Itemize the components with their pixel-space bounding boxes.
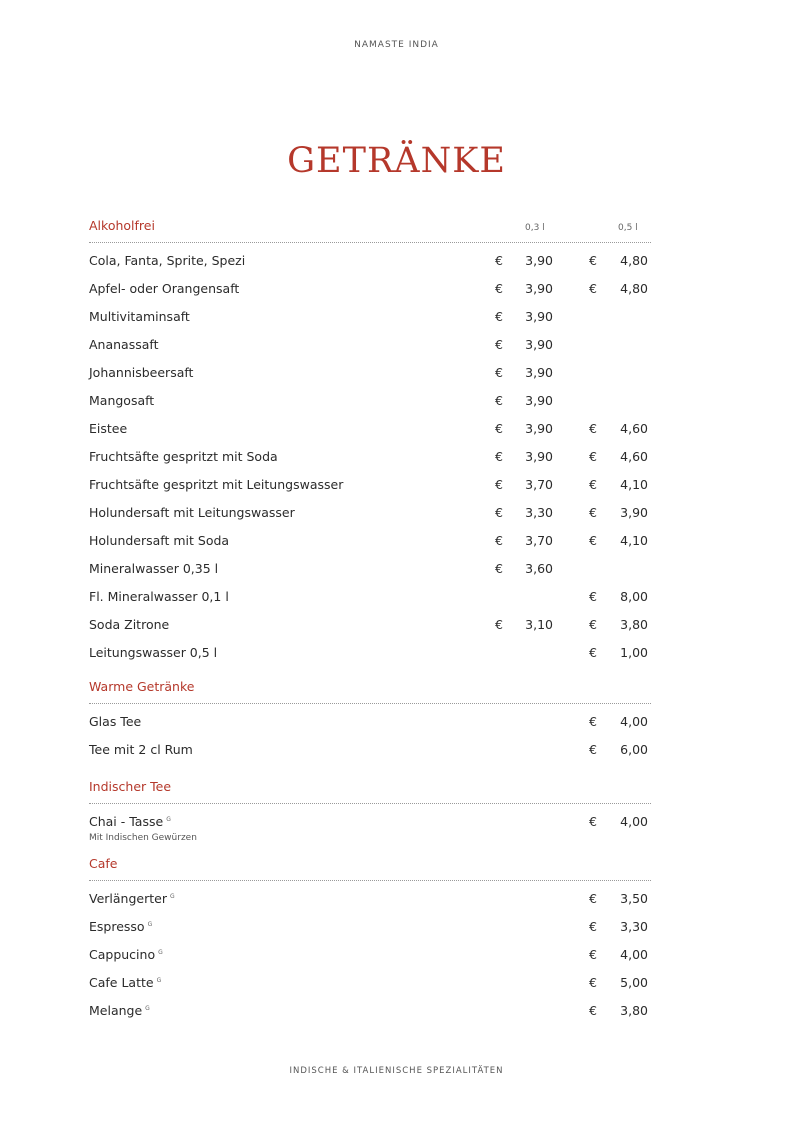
menu-item-row <box>89 584 651 612</box>
menu-item-row <box>89 886 651 914</box>
currency-symbol: € <box>495 337 503 352</box>
currency-symbol: € <box>589 714 597 729</box>
item-name <box>89 714 141 729</box>
menu-item-row <box>89 942 651 970</box>
item-name-text: Cola, Fanta, Sprite, Spezi <box>89 253 246 268</box>
price-large: 6,00 <box>620 742 648 757</box>
section-cafe <box>89 854 651 1026</box>
price-large: 4,00 <box>620 814 648 829</box>
item-name-text: Fruchtsäfte gespritzt mit Soda <box>89 449 278 464</box>
price-large: 4,80 <box>620 281 648 296</box>
price-large: 3,80 <box>620 617 648 632</box>
item-name <box>89 947 163 962</box>
menu-item-row <box>89 388 651 416</box>
item-name <box>89 919 152 934</box>
price-large: 4,10 <box>620 533 648 548</box>
currency-symbol: € <box>589 919 597 934</box>
item-name <box>89 975 161 990</box>
item-name-text: Melange <box>89 1003 143 1018</box>
currency-symbol: € <box>495 505 503 520</box>
section-header <box>89 216 651 243</box>
section-header <box>89 854 651 881</box>
allergen-marker: G <box>158 948 163 956</box>
item-name <box>89 533 229 548</box>
menu-item-row <box>89 914 651 942</box>
item-name <box>89 561 218 576</box>
section-header <box>89 777 651 804</box>
price-small: 3,90 <box>525 281 553 296</box>
item-name-text: Holundersaft mit Soda <box>89 533 230 548</box>
currency-symbol: € <box>589 947 597 962</box>
item-list <box>89 881 651 1026</box>
item-name-text: Cappucino <box>89 947 156 962</box>
menu-item-row <box>89 612 651 640</box>
price-large: 4,10 <box>620 477 648 492</box>
item-name <box>89 814 171 829</box>
currency-symbol: € <box>589 421 597 436</box>
item-name-text: Johannisbeersaft <box>89 365 194 380</box>
price-small: 3,60 <box>525 561 553 576</box>
restaurant-name: NAMASTE INDIA <box>354 40 439 50</box>
price-large: 3,90 <box>620 505 648 520</box>
allergen-marker: G <box>156 976 162 984</box>
section-title: Warme Getränke <box>89 679 195 694</box>
page-title: GETRÄNKE <box>287 141 506 181</box>
currency-symbol: € <box>589 1003 597 1018</box>
item-name-text: Cafe Latte <box>89 975 154 990</box>
allergen-marker: G <box>166 815 171 823</box>
item-name-text: Eistee <box>89 421 128 436</box>
price-large: 3,80 <box>620 1003 648 1018</box>
item-name-text: Soda Zitrone <box>89 617 170 632</box>
menu-item-row <box>89 360 651 388</box>
price-large: 3,50 <box>620 891 648 906</box>
price-large: 4,80 <box>620 253 648 268</box>
currency-symbol: € <box>589 975 597 990</box>
section-title: Indischer Tee <box>89 779 172 794</box>
currency-symbol: € <box>495 281 503 296</box>
menu-item-row <box>89 640 651 668</box>
section-warme-getraenke <box>89 677 651 765</box>
currency-symbol: € <box>495 365 503 380</box>
item-name-text: Leitungswasser 0,5 l <box>89 645 218 660</box>
item-name <box>89 645 217 660</box>
currency-symbol: € <box>495 449 503 464</box>
item-name <box>89 309 190 324</box>
item-name-text: Glas Tee <box>89 714 142 729</box>
item-name-text: Mineralwasser 0,35 l <box>89 561 219 576</box>
item-name <box>89 505 295 520</box>
item-name-text: Ananassaft <box>89 337 159 352</box>
allergen-marker: G <box>145 1004 150 1012</box>
item-name-text: Chai - Tasse <box>89 814 164 829</box>
item-name-text: Verlängerter <box>89 891 167 906</box>
currency-symbol: € <box>495 309 503 324</box>
section-alkoholfrei <box>89 216 651 668</box>
menu-item-row <box>89 737 651 765</box>
currency-symbol: € <box>495 421 503 436</box>
footer-tagline: INDISCHE & ITALIENISCHE SPEZIALITÄTEN <box>289 1066 504 1076</box>
item-name-text: Fl. Mineralwasser 0,1 l <box>89 589 229 604</box>
item-name-text: Tee mit 2 cl Rum <box>89 742 193 757</box>
currency-symbol: € <box>589 477 597 492</box>
item-name-text: Multivitaminsaft <box>89 309 190 324</box>
menu-item-row <box>89 248 651 276</box>
item-name-text: Apfel- oder Orangensaft <box>89 281 240 296</box>
item-name <box>89 421 127 436</box>
price-large: 3,30 <box>620 919 648 934</box>
price-small: 3,90 <box>525 337 553 352</box>
section-title: Alkoholfrei <box>89 218 155 233</box>
price-large: 1,00 <box>620 645 648 660</box>
currency-symbol: € <box>589 281 597 296</box>
currency-symbol: € <box>589 814 597 829</box>
column-header-small: 0,3 l <box>525 223 545 233</box>
section-header <box>89 677 651 704</box>
menu-item-row <box>89 809 651 852</box>
menu-item-row <box>89 472 651 500</box>
item-name <box>89 337 158 352</box>
item-name <box>89 365 193 380</box>
allergen-marker: G <box>169 892 175 900</box>
currency-symbol: € <box>589 253 597 268</box>
price-large: 4,60 <box>620 421 648 436</box>
item-name <box>89 477 343 492</box>
price-small: 3,30 <box>525 505 553 520</box>
menu-item-row <box>89 416 651 444</box>
item-name <box>89 891 175 906</box>
currency-symbol: € <box>495 533 503 548</box>
item-name <box>89 253 245 268</box>
currency-symbol: € <box>589 533 597 548</box>
price-small: 3,90 <box>525 253 553 268</box>
price-small: 3,90 <box>525 393 553 408</box>
item-list <box>89 804 651 852</box>
menu-item-row <box>89 709 651 737</box>
item-description: Mit Indischen Gewürzen <box>89 833 197 843</box>
currency-symbol: € <box>495 561 503 576</box>
column-header-large: 0,5 l <box>618 223 638 233</box>
section-indischer-tee <box>89 777 651 852</box>
price-small: 3,90 <box>525 365 553 380</box>
currency-symbol: € <box>589 742 597 757</box>
allergen-marker: G <box>147 920 153 928</box>
item-name-text: Fruchtsäfte gespritzt mit Leitungswasser <box>89 477 344 492</box>
price-small: 3,90 <box>525 309 553 324</box>
price-large: 4,00 <box>620 947 648 962</box>
currency-symbol: € <box>495 393 503 408</box>
price-large: 4,60 <box>620 449 648 464</box>
menu-item-row <box>89 970 651 998</box>
menu-item-row <box>89 304 651 332</box>
currency-symbol: € <box>589 449 597 464</box>
price-small: 3,90 <box>525 421 553 436</box>
menu-item-row <box>89 556 651 584</box>
item-name-text: Espresso <box>89 919 145 934</box>
item-name <box>89 393 154 408</box>
item-name <box>89 281 239 296</box>
currency-symbol: € <box>495 253 503 268</box>
currency-symbol: € <box>589 617 597 632</box>
price-small: 3,90 <box>525 449 553 464</box>
currency-symbol: € <box>589 645 597 660</box>
currency-symbol: € <box>589 505 597 520</box>
item-name <box>89 589 229 604</box>
item-name-text: Holundersaft mit Leitungswasser <box>89 505 295 520</box>
menu-item-row <box>89 444 651 472</box>
price-small: 3,70 <box>525 477 553 492</box>
menu-item-row <box>89 332 651 360</box>
item-name <box>89 617 169 632</box>
item-list <box>89 243 651 668</box>
currency-symbol: € <box>589 589 597 604</box>
price-large: 5,00 <box>620 975 648 990</box>
currency-symbol: € <box>589 891 597 906</box>
item-name <box>89 1003 150 1018</box>
currency-symbol: € <box>495 617 503 632</box>
price-small: 3,10 <box>525 617 553 632</box>
menu-item-row <box>89 998 651 1026</box>
price-large: 8,00 <box>620 589 648 604</box>
currency-symbol: € <box>495 477 503 492</box>
price-large: 4,00 <box>620 714 648 729</box>
menu-item-row <box>89 528 651 556</box>
price-small: 3,70 <box>525 533 553 548</box>
item-name <box>89 449 278 464</box>
section-title: Cafe <box>89 856 118 871</box>
menu-list <box>89 216 651 1026</box>
menu-item-row <box>89 500 651 528</box>
item-name-text: Mangosaft <box>89 393 155 408</box>
item-name <box>89 742 193 757</box>
item-list <box>89 704 651 765</box>
menu-item-row <box>89 276 651 304</box>
